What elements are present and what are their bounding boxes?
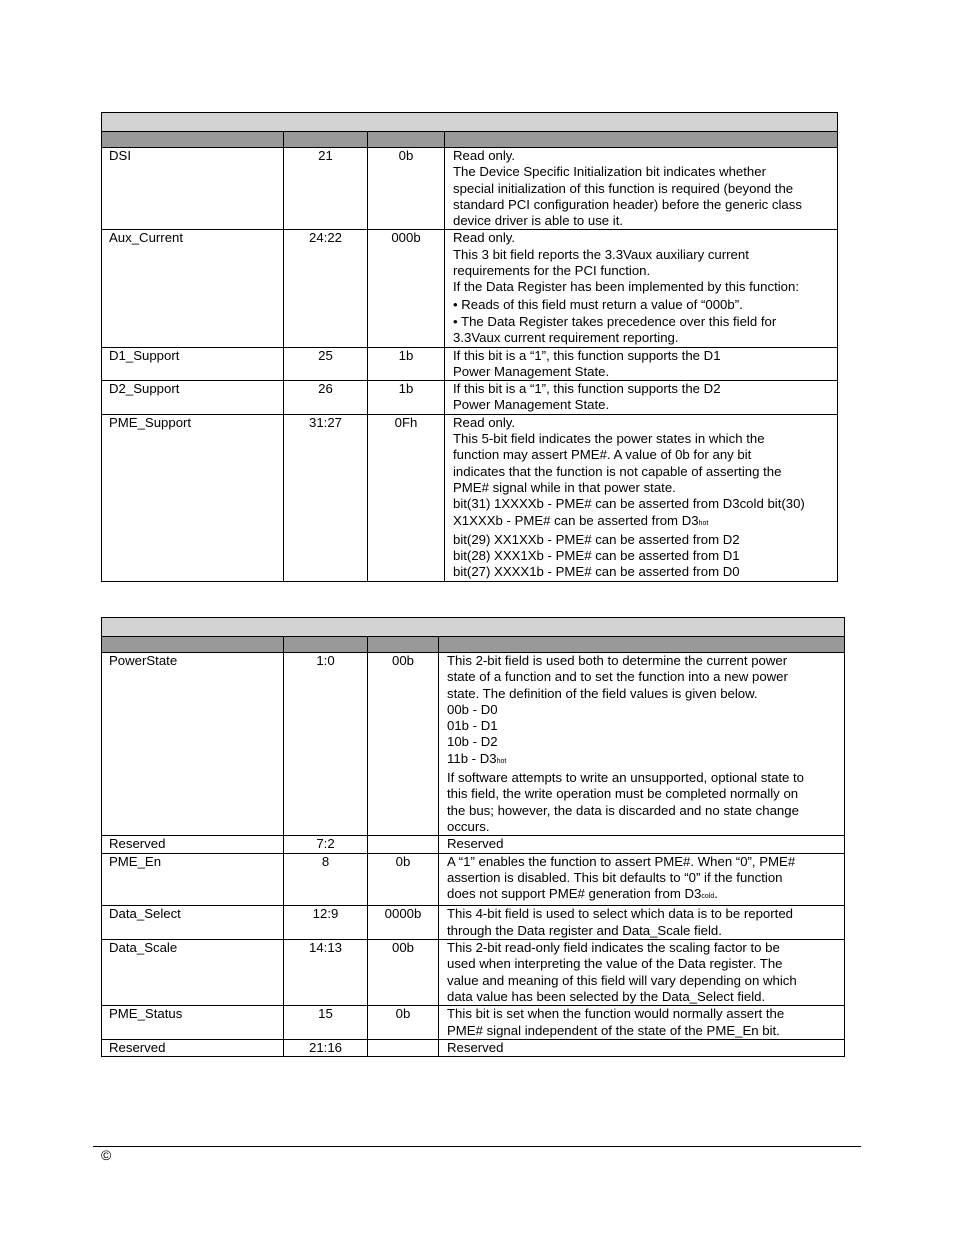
desc-line: Reserved bbox=[447, 1039, 504, 1055]
bullet-item: • Reads of this field must return a value of “000b”. bbox=[453, 296, 743, 312]
desc-text-tail: . bbox=[714, 886, 718, 902]
desc-line: requirements for the PCI function. bbox=[453, 263, 651, 279]
desc-line: 00b - D0 bbox=[447, 701, 498, 717]
subscript: cold bbox=[701, 893, 715, 901]
field-description bbox=[439, 906, 845, 940]
footer-rule bbox=[93, 1146, 861, 1147]
subscript: hot bbox=[496, 757, 507, 765]
field-default: 0b bbox=[368, 853, 439, 906]
desc-line: PME# signal independent of the state of the PME_En bit. bbox=[447, 1022, 780, 1038]
field-bits: 24:22 bbox=[284, 230, 368, 347]
desc-line: Reserved bbox=[447, 836, 504, 852]
desc-line: If this bit is a “1”, this function supports the D1 bbox=[453, 347, 721, 363]
field-bits: 8 bbox=[284, 853, 368, 906]
desc-line bbox=[447, 751, 844, 770]
table-title-bar bbox=[102, 618, 845, 637]
table-title-bar bbox=[102, 113, 838, 132]
field-name: PME_Status bbox=[102, 1006, 284, 1040]
field-name: Reserved bbox=[102, 1039, 284, 1056]
field-description bbox=[439, 836, 845, 853]
desc-line: If software attempts to write an unsupported, optional state to bbox=[447, 770, 804, 786]
desc-line: This 3 bit field reports the 3.3Vaux auxiliary current bbox=[453, 246, 749, 262]
field-name: D2_Support bbox=[102, 381, 284, 415]
field-bits: 31:27 bbox=[284, 414, 368, 581]
desc-line: Power Management State. bbox=[453, 397, 610, 413]
desc-line: This 4-bit field is used to select which data is to be reported bbox=[447, 906, 793, 922]
desc-line: This bit is set when the function would normally assert the bbox=[447, 1006, 785, 1022]
copyright-symbol: © bbox=[101, 1147, 112, 1163]
table-row bbox=[102, 1006, 845, 1040]
field-bits: 7:2 bbox=[284, 836, 368, 853]
field-description bbox=[445, 230, 838, 347]
desc-line: Read only. bbox=[453, 414, 516, 430]
field-bits: 21:16 bbox=[284, 1039, 368, 1056]
desc-line: PME# signal while in that power state. bbox=[453, 479, 676, 495]
field-description bbox=[445, 414, 838, 581]
field-name: D1_Support bbox=[102, 347, 284, 381]
field-name: PME_Support bbox=[102, 414, 284, 581]
table-row bbox=[102, 906, 845, 940]
table-row bbox=[102, 653, 845, 836]
field-bits: 21 bbox=[284, 148, 368, 230]
field-default: 0Fh bbox=[368, 414, 445, 581]
desc-line: value and meaning of this field will vary depending on which bbox=[447, 972, 797, 988]
field-name: PME_En bbox=[102, 853, 284, 906]
desc-line: bit(28) XXX1Xb - PME# can be asserted from D1 bbox=[453, 548, 740, 564]
desc-line: The Device Specific Initialization bit indicates whether bbox=[453, 164, 766, 180]
desc-line: device driver is able to use it. bbox=[453, 213, 624, 229]
field-default bbox=[368, 1039, 439, 1056]
desc-text: does not support PME# generation from D3 bbox=[447, 886, 702, 902]
field-bits: 15 bbox=[284, 1006, 368, 1040]
field-description bbox=[439, 1006, 845, 1040]
desc-line: occurs. bbox=[447, 818, 490, 834]
desc-line: function may assert PME#. A value of 0b for any bit bbox=[453, 447, 752, 463]
field-default: 00b bbox=[368, 940, 439, 1006]
field-description bbox=[439, 940, 845, 1006]
field-default: 00b bbox=[368, 653, 439, 836]
field-name: Data_Select bbox=[102, 906, 284, 940]
field-description bbox=[445, 381, 838, 415]
desc-line: standard PCI configuration header) before the generic class bbox=[453, 196, 802, 212]
desc-line: state. The definition of the field values is given below. bbox=[447, 685, 758, 701]
table-header-row bbox=[102, 637, 845, 653]
desc-line bbox=[447, 886, 844, 905]
field-description bbox=[445, 347, 838, 381]
table-row bbox=[102, 381, 838, 415]
field-default: 1b bbox=[368, 347, 445, 381]
table-row bbox=[102, 1039, 845, 1056]
field-default: 0000b bbox=[368, 906, 439, 940]
desc-line: If this bit is a “1”, this function supports the D2 bbox=[453, 381, 721, 397]
field-description bbox=[445, 148, 838, 230]
desc-line: This 5-bit field indicates the power states in which the bbox=[453, 431, 765, 447]
desc-line: bit(29) XX1XXb - PME# can be asserted from D2 bbox=[453, 531, 740, 547]
table-row bbox=[102, 940, 845, 1006]
desc-line: this field, the write operation must be completed normally on bbox=[447, 786, 799, 802]
field-name: Data_Scale bbox=[102, 940, 284, 1006]
desc-line: Read only. bbox=[453, 148, 516, 163]
field-bits: 12:9 bbox=[284, 906, 368, 940]
subscript: hot bbox=[698, 519, 709, 527]
field-default: 1b bbox=[368, 381, 445, 415]
desc-line: used when interpreting the value of the Data register. The bbox=[447, 956, 783, 972]
field-default: 0b bbox=[368, 148, 445, 230]
desc-line: bit(27) XXXX1b - PME# can be asserted from D0 bbox=[453, 564, 740, 580]
field-name: DSI bbox=[102, 148, 284, 230]
desc-line: This 2-bit field is used both to determine the current power bbox=[447, 653, 788, 668]
pmc-register-table bbox=[101, 112, 838, 582]
desc-line: This 2-bit read-only field indicates the scaling factor to be bbox=[447, 940, 780, 956]
field-name: PowerState bbox=[102, 653, 284, 836]
table-row bbox=[102, 414, 838, 581]
desc-line: 01b - D1 bbox=[447, 718, 498, 734]
field-bits: 25 bbox=[284, 347, 368, 381]
desc-line: the bus; however, the data is discarded and no state change bbox=[447, 802, 799, 818]
field-default bbox=[368, 836, 439, 853]
table-row bbox=[102, 148, 838, 230]
desc-line: through the Data register and Data_Scale field. bbox=[447, 922, 722, 938]
desc-text: 11b - D3 bbox=[447, 750, 497, 766]
field-description bbox=[439, 653, 845, 836]
field-default: 0b bbox=[368, 1006, 439, 1040]
desc-line: Power Management State. bbox=[453, 363, 610, 379]
pmcsr-register-table bbox=[101, 617, 845, 1057]
bullet-item: • The Data Register takes precedence over this field for bbox=[453, 313, 777, 329]
desc-line: bit(31) 1XXXXb - PME# can be asserted from D3cold bit(30) bbox=[453, 496, 805, 512]
desc-line: If the Data Register has been implemented by this function: bbox=[453, 279, 799, 295]
field-description bbox=[439, 1039, 845, 1056]
desc-line: A “1” enables the function to assert PME#. When “0”, PME# bbox=[447, 853, 796, 869]
desc-line bbox=[453, 513, 837, 532]
desc-text: X1XXXb - PME# can be asserted from D3 bbox=[453, 512, 699, 528]
desc-line: special initialization of this function is required (beyond the bbox=[453, 180, 794, 196]
field-description bbox=[439, 853, 845, 906]
desc-line: state of a function and to set the function into a new power bbox=[447, 669, 788, 685]
field-bits: 26 bbox=[284, 381, 368, 415]
field-name: Aux_Current bbox=[102, 230, 284, 347]
desc-line: assertion is disabled. This bit defaults to “0” if the function bbox=[447, 869, 783, 885]
table-row bbox=[102, 836, 845, 853]
field-bits: 14:13 bbox=[284, 940, 368, 1006]
desc-line: Read only. bbox=[453, 230, 516, 246]
table-row bbox=[102, 347, 838, 381]
desc-line: data value has been selected by the Data_Select field. bbox=[447, 988, 766, 1004]
desc-line: 3.3Vaux current requirement reporting. bbox=[453, 330, 679, 346]
table-row bbox=[102, 230, 838, 347]
field-name: Reserved bbox=[102, 836, 284, 853]
table-header-row bbox=[102, 132, 838, 148]
desc-line: indicates that the function is not capable of asserting the bbox=[453, 463, 782, 479]
table-row bbox=[102, 853, 845, 906]
desc-line: 10b - D2 bbox=[447, 734, 498, 750]
field-default: 000b bbox=[368, 230, 445, 347]
field-bits: 1:0 bbox=[284, 653, 368, 836]
